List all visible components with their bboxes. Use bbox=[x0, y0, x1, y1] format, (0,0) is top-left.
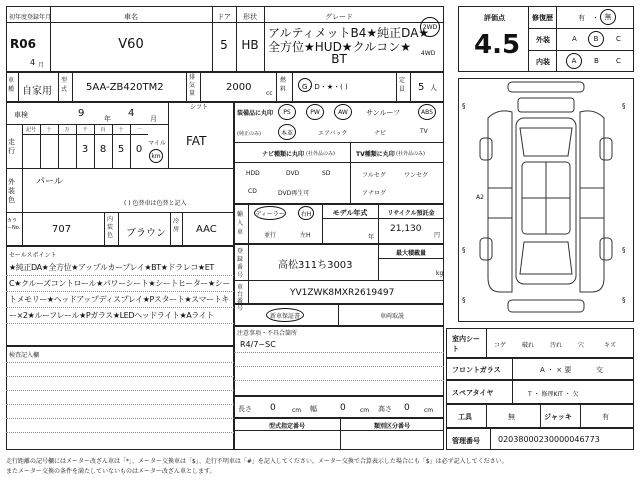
reg-month-unit: 月 bbox=[38, 62, 45, 69]
mile-label: マイル bbox=[148, 140, 166, 147]
interior-color-value: ブラウン bbox=[126, 228, 166, 239]
sales-dotted-line bbox=[6, 323, 234, 324]
parallel-label: 並行 bbox=[264, 232, 277, 239]
shape-label: 形状 bbox=[243, 13, 257, 21]
right-side-outline bbox=[580, 111, 604, 292]
notes-dotted-line bbox=[6, 362, 234, 363]
mileage-header: 一 bbox=[136, 127, 142, 133]
navi-item: SD bbox=[322, 170, 331, 177]
sales-line: ー×2★ルーフレール★Pガラス★LEDヘッドライト★Aライト bbox=[9, 311, 214, 320]
era-value: R06 bbox=[10, 37, 36, 51]
side-mark-1: § bbox=[462, 102, 466, 110]
model-value: 5AA-ZB420TM2 bbox=[86, 82, 164, 93]
height-value: 0 bbox=[404, 403, 410, 413]
mileage-header: 十 bbox=[46, 127, 52, 133]
new-warranty-circle: 新車保証書 bbox=[266, 308, 304, 322]
mgmt-value: 02038000230000046773 bbox=[498, 435, 600, 444]
exterior-c: C bbox=[616, 35, 621, 43]
mileage-divider bbox=[40, 124, 41, 168]
mgmt-label: 管理番号 bbox=[452, 437, 480, 445]
equipment-label: 装備品に丸印 bbox=[237, 110, 274, 117]
interior-color-label: 内装色 bbox=[107, 216, 114, 239]
seat-label: 室内シート bbox=[452, 335, 480, 353]
right-hand-circle: 右H bbox=[298, 206, 314, 220]
plate-value: 高松311ち3003 bbox=[278, 260, 353, 271]
interior-label: 内装 bbox=[536, 58, 550, 66]
seat-item: コゲ bbox=[494, 342, 507, 349]
wheel-fl bbox=[480, 138, 492, 160]
chassis-label: 車台番号 bbox=[237, 284, 244, 312]
mileage-divider bbox=[58, 124, 59, 168]
max-load-label: 最大積載量 bbox=[395, 250, 426, 257]
color-note: ( ) 色替車は色替と記入 bbox=[124, 200, 187, 207]
interior-b: B bbox=[594, 57, 599, 65]
notes-label: 検査記入欄 bbox=[9, 352, 40, 359]
rear-bumper bbox=[508, 300, 584, 312]
notes-dotted-line bbox=[6, 376, 234, 377]
door-value: 5 bbox=[220, 38, 228, 52]
exterior-label: 外装 bbox=[536, 36, 550, 44]
mileage-digit: 0 bbox=[135, 144, 143, 155]
grade-line3: BT bbox=[331, 52, 347, 66]
repair-no-circle: 無 bbox=[600, 9, 616, 25]
equipment-item-circled: AW bbox=[334, 104, 352, 120]
left-hand-label: 左H bbox=[300, 232, 311, 239]
sales-dotted-line bbox=[6, 307, 234, 308]
navi-item: DVD再生可 bbox=[278, 190, 310, 197]
navi-item: CD bbox=[248, 188, 257, 195]
side-mark-3: § bbox=[462, 246, 466, 254]
width-label: 幅 bbox=[310, 405, 317, 413]
shaken-label: 車検 bbox=[14, 111, 28, 119]
car-diagram bbox=[458, 78, 634, 322]
wheel-rr bbox=[600, 238, 612, 260]
repair-dot: ・ bbox=[592, 14, 599, 22]
sales-points-label: セールスポイント bbox=[9, 252, 57, 259]
navi-item: DVD bbox=[286, 170, 300, 177]
glass-x: 交 bbox=[596, 366, 603, 374]
equipment-item: ナビ bbox=[374, 130, 387, 137]
model-year-label: モデル年式 bbox=[332, 209, 368, 217]
tv-sublabel: (社外品のみ) bbox=[396, 151, 425, 157]
diagram-mark: A2 bbox=[476, 194, 484, 201]
mileage-header-line bbox=[22, 134, 148, 135]
ac-label: 冷房 bbox=[173, 218, 180, 233]
color-no-value: 707 bbox=[52, 224, 72, 235]
car-type: 自家用 bbox=[22, 86, 52, 97]
notes-dotted-line bbox=[6, 390, 234, 391]
fuel-value: G・D・★・( ) bbox=[302, 83, 348, 91]
footer-line2: またメーター交換の条件を満たしていないものはメーター改ざん車とします。 bbox=[6, 468, 216, 475]
width-unit: cm bbox=[360, 407, 370, 414]
tv-item: フルセグ bbox=[362, 172, 386, 179]
class-label: 類別区分番号 bbox=[373, 423, 410, 430]
mileage-digit: 5 bbox=[117, 144, 125, 155]
navi-item: HDD bbox=[246, 170, 260, 177]
exterior-a: A bbox=[572, 35, 577, 43]
model-label: 型式 bbox=[61, 77, 68, 93]
repair-yes: 有 bbox=[578, 14, 585, 22]
car-type-label: 車種 bbox=[8, 77, 15, 93]
interior-a-circle: A bbox=[566, 53, 582, 69]
shaken-year: 9 bbox=[78, 108, 85, 119]
first-reg-label: 初年度登録年月 bbox=[9, 14, 52, 21]
notes-dotted-line bbox=[6, 404, 234, 405]
dimensions-row bbox=[234, 396, 444, 418]
caution-label: 注意事項・不具合箇所 bbox=[237, 330, 298, 337]
type-label: 型式指定番号 bbox=[268, 423, 305, 430]
wheel-rl bbox=[480, 238, 492, 260]
length-value: 0 bbox=[270, 403, 276, 413]
mileage-digit: 3 bbox=[81, 144, 89, 155]
dealer-circle: ディーラー bbox=[254, 206, 286, 220]
km-circle: km bbox=[149, 149, 163, 163]
length-unit: cm bbox=[292, 407, 302, 414]
wheel-fr bbox=[600, 138, 612, 160]
mileage-header: 記号 bbox=[25, 127, 36, 133]
tools-label: 工具 bbox=[458, 413, 472, 421]
side-mark-6: § bbox=[622, 296, 626, 304]
tools-value: 無 bbox=[508, 413, 515, 421]
spare-label: スペアタイヤ bbox=[452, 389, 494, 397]
hood-outline bbox=[520, 128, 572, 156]
sales-line: ★純正DA★全方位★アップルカープレイ★BT★ドラレコ★ET bbox=[9, 263, 214, 272]
mileage-label: 走行 bbox=[8, 138, 15, 155]
glass-label: フロントガラス bbox=[452, 366, 501, 374]
cc-unit: cc bbox=[266, 90, 273, 97]
chassis-value: YV1ZWK8MXR2619497 bbox=[290, 288, 395, 298]
left-side-outline bbox=[488, 111, 512, 292]
car-name-label: 車名 bbox=[124, 13, 138, 21]
reg-month: 4 bbox=[30, 58, 36, 67]
seat-item: 穴 bbox=[578, 342, 585, 349]
roof-outline bbox=[518, 98, 574, 112]
exterior-b-circle: B bbox=[588, 31, 604, 47]
recycle-value: 21,130 bbox=[390, 224, 422, 234]
import-label: 輸入車 bbox=[237, 211, 244, 236]
shaken-month-unit: 月 bbox=[150, 115, 157, 123]
equipment-sublabel: (純正のみ) bbox=[237, 131, 261, 137]
caution-value: R4/7~SC bbox=[240, 340, 276, 349]
drive-4wd: 4WD bbox=[421, 50, 436, 57]
navi-sublabel: (社外品のみ) bbox=[306, 151, 335, 157]
footer-line1: 走行距離の記号欄にはメーター改ざん車は「*」、メーター交換車は「$」、走行不明車は「#」を記入してください。メーター交換で合算表示した場合にも「$」は必ず記入してください。 bbox=[6, 458, 508, 465]
capacity-unit: 人 bbox=[430, 84, 437, 92]
ac-value: AAC bbox=[196, 224, 217, 235]
displacement-value: 2000 bbox=[226, 82, 252, 93]
plate-label: 登録番号 bbox=[237, 248, 244, 279]
color-no-label: カラーNo. bbox=[7, 218, 21, 231]
jack-label: ジャッキ bbox=[544, 413, 572, 421]
mileage-digit: 8 bbox=[99, 144, 107, 155]
grade-label: グレード bbox=[325, 13, 353, 21]
grade-line2: 全方位★HUD★クルコン★ bbox=[268, 40, 411, 54]
trunk-outline bbox=[520, 242, 572, 274]
equipment-item-circled: ABS bbox=[418, 104, 436, 120]
equipment-item: TV bbox=[420, 128, 428, 135]
drive-2wd-circle: 2WD bbox=[420, 17, 440, 37]
shift-value: FAT bbox=[186, 134, 207, 148]
tv-item: アナログ bbox=[362, 190, 387, 197]
score-label: 評価点 bbox=[484, 14, 505, 22]
equipment-item-circled: PS bbox=[278, 104, 296, 120]
score-value: 4.5 bbox=[474, 30, 521, 60]
height-unit: cm bbox=[424, 407, 434, 414]
side-mark-2: § bbox=[622, 102, 626, 110]
seat-item: キズ bbox=[604, 342, 616, 349]
car-name: V60 bbox=[118, 37, 144, 52]
height-label: 高さ bbox=[378, 405, 392, 413]
shape-value: HB bbox=[241, 38, 259, 52]
navi-label: ナビ種類に丸印 bbox=[262, 151, 305, 158]
side-mark-4: § bbox=[622, 246, 626, 254]
interior-c: C bbox=[616, 57, 621, 65]
seat-item: 汚れ bbox=[550, 342, 563, 349]
front-bumper bbox=[508, 82, 584, 92]
max-load-unit: kg bbox=[436, 270, 444, 277]
shaken-month: 4 bbox=[128, 108, 135, 119]
equipment-item-circled: PW bbox=[306, 104, 324, 120]
length-label: 長さ bbox=[238, 405, 252, 413]
fuel-label: 燃料 bbox=[280, 77, 287, 93]
mileage-header: 百 bbox=[100, 127, 106, 133]
side-mark-5: § bbox=[462, 296, 466, 304]
grade-line1: アルティメットB4★純正DA★ bbox=[268, 26, 430, 40]
spare-items: T ・ 修理KIT ・ 欠 bbox=[528, 391, 579, 398]
tv-label: TV種類に丸印 bbox=[356, 151, 395, 158]
notes-dotted-line bbox=[6, 418, 234, 419]
glass-items: A ・ × 要 bbox=[540, 366, 572, 374]
model-year-unit: 年 bbox=[368, 234, 375, 241]
mileage-header: 十 bbox=[118, 127, 124, 133]
recycle-label: リサイクル預託金 bbox=[387, 210, 435, 217]
shaken-year-unit: 年 bbox=[104, 115, 111, 123]
sales-dotted-line bbox=[6, 275, 234, 276]
color-value: パール bbox=[36, 177, 63, 187]
jack-value: 有 bbox=[602, 413, 609, 421]
capacity-value: 5 bbox=[418, 82, 425, 93]
sales-line: トメモリー★ヘッドアップディスプレイ★Pスタート★スマートキ bbox=[9, 295, 229, 304]
equipment-item-circled: 本革 bbox=[278, 124, 296, 140]
door-label: ドア bbox=[217, 13, 231, 21]
shift-label: シフト bbox=[190, 104, 209, 111]
equipment-item: サンルーフ bbox=[366, 109, 401, 117]
seat-item: 破れ bbox=[522, 342, 535, 349]
repair-label: 修復歴 bbox=[532, 14, 553, 22]
sales-line: C★クルーズコントロール★パワーシート★シートヒーター★シー bbox=[9, 279, 230, 288]
tv-item: ワンセグ bbox=[404, 172, 429, 179]
width-value: 0 bbox=[340, 403, 346, 413]
displacement-label: 排気量 bbox=[189, 74, 196, 97]
mileage-header: 千 bbox=[82, 127, 88, 133]
sales-dotted-line bbox=[6, 291, 234, 292]
equipment-item: エアバック bbox=[318, 130, 348, 137]
mileage-header: 万 bbox=[64, 127, 70, 133]
manual-label: 車両取説 bbox=[380, 313, 405, 320]
capacity-label: 定員 bbox=[399, 77, 406, 93]
notes-dotted-line bbox=[6, 432, 234, 433]
color-label: 外装色 bbox=[8, 178, 15, 204]
recycle-unit: 円 bbox=[434, 232, 441, 239]
